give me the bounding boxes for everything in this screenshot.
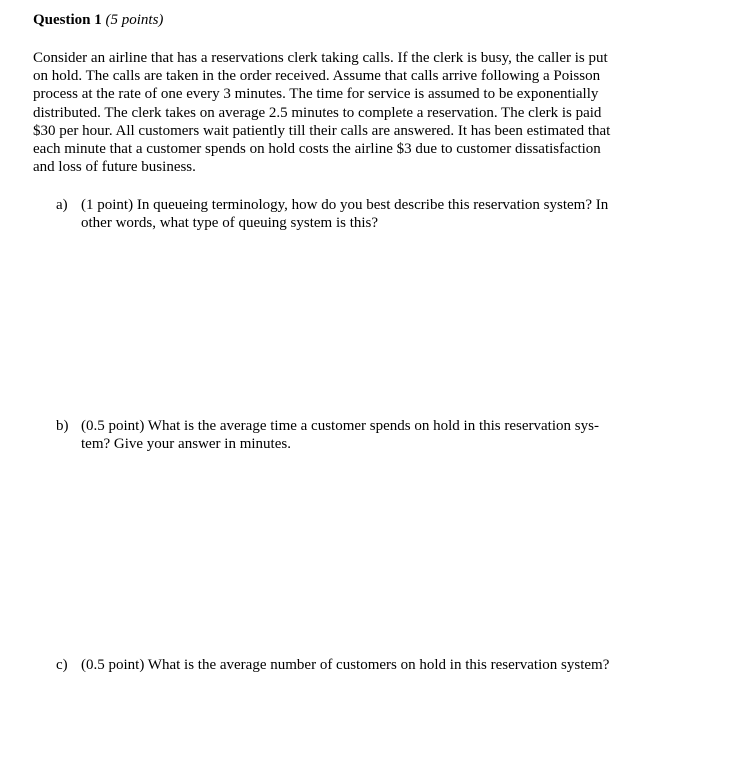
sub-question-text <box>81 196 681 232</box>
sub-question-marker: b) <box>56 418 69 434</box>
intro-line: process at the rate of one every 3 minutes. The time for service is assumed to be exponentially <box>33 86 599 103</box>
sub-question-line: tem? Give your answer in minutes. <box>81 436 291 453</box>
sub-question-text <box>81 656 681 674</box>
intro-line: on hold. The calls are taken in the order received. Assume that calls arrive following a Poisson <box>33 68 601 85</box>
sub-question-marker: c) <box>56 657 68 673</box>
sub-question-marker: a) <box>56 197 68 213</box>
intro-line: each minute that a customer spends on hold costs the airline $3 due to customer dissatisfaction <box>33 141 601 158</box>
question-title: Question 1 <box>33 12 102 28</box>
intro-line: Consider an airline that has a reservations clerk taking calls. If the clerk is busy, the caller is put <box>33 50 608 66</box>
sub-question-line: (0.5 point) What is the average number of customers on hold in this reservation system? <box>81 657 610 673</box>
sub-question-line: other words, what type of queuing system is this? <box>81 215 379 232</box>
sub-question-line: (0.5 point) What is the average time a customer spends on hold in this reservation sys- <box>81 418 599 434</box>
question-intro-paragraph <box>33 49 668 176</box>
question-header <box>33 10 163 30</box>
sub-question-line: (1 point) In queueing terminology, how do you best describe this reservation system? In <box>81 197 609 213</box>
intro-line: and loss of future business. <box>33 159 196 176</box>
intro-line: distributed. The clerk takes on average 2.5 minutes to complete a reservation. The clerk is paid <box>33 104 602 121</box>
intro-line: $30 per hour. All customers wait patiently till their calls are answered. It has been estimated that <box>33 122 611 139</box>
question-points: (5 points) <box>105 12 164 28</box>
sub-question-text <box>81 417 681 453</box>
